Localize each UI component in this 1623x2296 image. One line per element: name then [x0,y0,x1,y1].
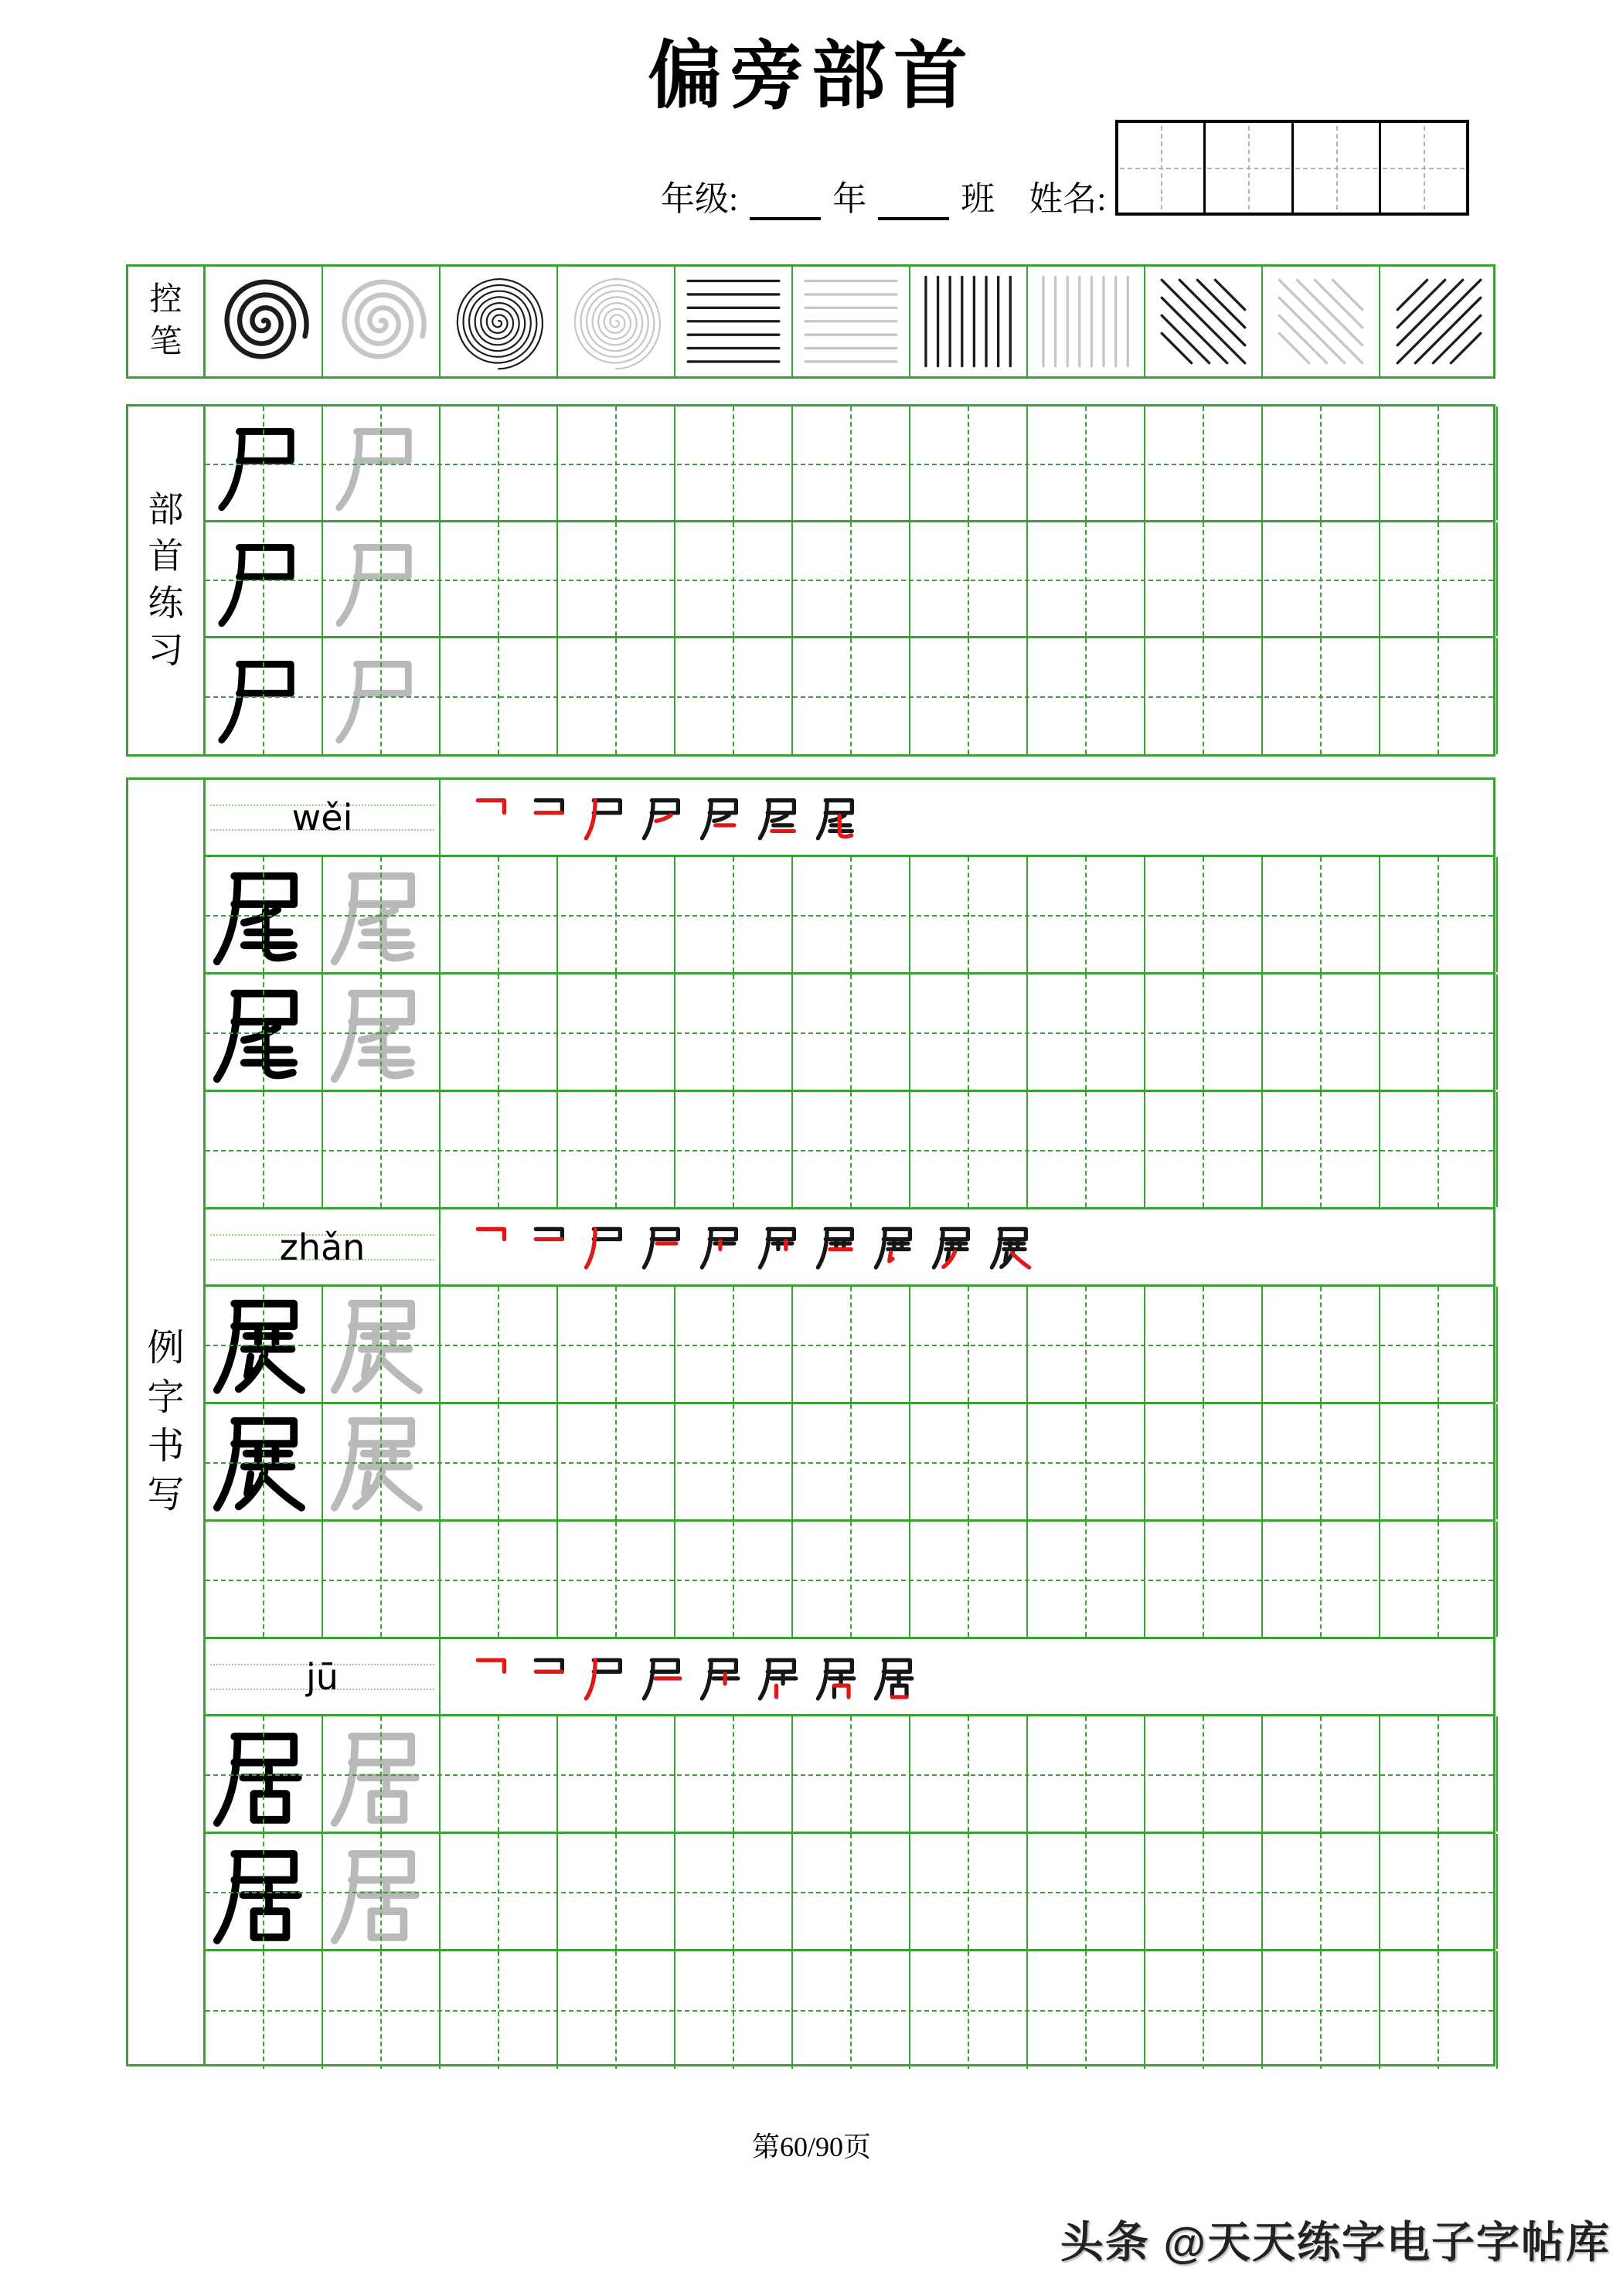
stroke-step-glyph [467,1653,515,1701]
example-trace-glyph [327,1720,435,1828]
stroke-order-sequence [441,780,1493,855]
writing-cell[interactable] [1145,406,1263,520]
pinyin-text: jū [306,1655,339,1698]
watermark: 头条 @天天练字电子字帖库 [1060,2218,1611,2267]
writing-cell[interactable] [558,975,675,1090]
writing-cell[interactable] [793,1522,910,1637]
practice-row [206,1404,1493,1522]
stroke-step [525,794,573,842]
writing-cell[interactable] [206,1716,323,1832]
stroke-step [873,1653,920,1701]
writing-cell[interactable] [323,1716,441,1832]
pen-pattern-cell[interactable] [1263,267,1380,376]
radical-demo-glyph [215,648,312,745]
stroke-step-glyph [699,1223,747,1271]
writing-cell[interactable] [910,1951,1028,2069]
writing-cell[interactable] [1145,638,1263,754]
writing-cell[interactable] [558,1092,675,1207]
stroke-step-glyph [757,794,805,842]
writing-cell[interactable] [558,522,675,636]
example-trace-glyph [327,1291,435,1399]
writing-cell[interactable] [1263,638,1380,754]
stroke-step-glyph [873,1223,920,1271]
example-demo-glyph [209,1838,318,1946]
writing-cell[interactable] [675,406,793,520]
stroke-step-glyph [641,1653,689,1701]
example-writing-table [126,777,1495,2066]
writing-cell[interactable] [1263,1834,1380,1949]
writing-cell[interactable] [793,1951,910,2069]
page-title: 偏旁部首 [648,35,975,117]
stroke-step [641,794,689,842]
writing-cell[interactable] [206,975,323,1090]
stroke-step-glyph [583,1223,631,1271]
writing-cell[interactable] [1028,522,1145,636]
pen-pattern-lines-horizontal-gray-icon [800,272,902,371]
stroke-step-glyph [467,1223,515,1271]
radical-trace-glyph [332,531,430,628]
writing-cell[interactable] [441,1716,558,1832]
writing-cell[interactable] [323,406,441,520]
stroke-step-glyph [815,794,863,842]
writing-cell[interactable] [1145,1287,1263,1402]
writing-cell[interactable] [441,1522,558,1637]
writing-cell[interactable] [1380,1951,1498,2069]
writing-cell[interactable] [441,975,558,1090]
writing-cell[interactable] [323,1287,441,1402]
example-demo-glyph [209,861,318,969]
example-trace-glyph [327,1408,435,1516]
stroke-step [583,1223,631,1271]
writing-cell[interactable] [323,1834,441,1949]
writing-cell[interactable] [1145,1092,1263,1207]
pen-pattern-lines-vertical-gray-icon [1035,272,1137,371]
example-trace-glyph [327,978,435,1087]
example-trace-glyph [327,1838,435,1946]
stroke-step-glyph [815,1223,863,1271]
writing-cell[interactable] [441,1834,558,1949]
writing-cell[interactable] [793,1287,910,1402]
practice-row [206,1287,1493,1404]
pinyin-text: wěi [291,796,353,838]
writing-cell[interactable] [206,1951,323,2069]
writing-cell[interactable] [1380,1404,1498,1519]
stroke-step [641,1223,689,1271]
label-char: 首 [148,536,184,577]
writing-cell[interactable] [323,1404,441,1519]
writing-cell[interactable] [558,638,675,754]
writing-cell[interactable] [441,1404,558,1519]
stroke-step [988,1223,1036,1271]
stroke-step [757,1223,805,1271]
pen-pattern-spiral-fine-gray-icon [565,272,667,371]
writing-cell[interactable] [441,857,558,972]
writing-cell[interactable] [675,1404,793,1519]
writing-cell[interactable] [206,638,323,754]
writing-cell[interactable] [1263,522,1380,636]
radical-practice-label [128,406,206,754]
writing-cell[interactable] [558,1834,675,1949]
writing-cell[interactable] [1028,638,1145,754]
name-grid-cell[interactable] [1118,123,1206,213]
writing-cell[interactable] [323,975,441,1090]
pen-pattern-cell[interactable] [1028,267,1145,376]
writing-cell[interactable] [1380,1834,1498,1949]
stroke-step [525,1223,573,1271]
writing-cell[interactable] [910,1522,1028,1637]
writing-cell[interactable] [675,1287,793,1402]
writing-cell[interactable] [1145,975,1263,1090]
writing-cell[interactable] [910,1092,1028,1207]
practice-row [206,1834,1493,1951]
stroke-step-glyph [583,1653,631,1701]
radical-trace-glyph [332,648,430,745]
spacer-row [206,1522,1493,1639]
writing-cell[interactable] [1263,1716,1380,1832]
writing-cell[interactable] [1145,1522,1263,1637]
page-number: 第60/90页 [751,2131,871,2162]
writing-cell[interactable] [323,857,441,972]
writing-cell[interactable] [1028,1951,1145,2069]
writing-cell[interactable] [206,857,323,972]
writing-cell[interactable] [793,406,910,520]
stroke-step [815,1223,863,1271]
writing-cell[interactable] [1145,857,1263,972]
writing-cell[interactable] [323,638,441,754]
writing-cell[interactable] [1380,1716,1498,1832]
writing-cell[interactable] [793,1716,910,1832]
writing-cell[interactable] [675,1951,793,2069]
pen-pattern-cell[interactable] [675,267,793,376]
stroke-order-sequence [441,1639,1493,1714]
radical-row [206,522,1493,638]
writing-cell[interactable] [1028,975,1145,1090]
writing-cell[interactable] [206,1092,323,1207]
writing-cell[interactable] [323,1092,441,1207]
writing-cell[interactable] [793,638,910,754]
pen-pattern-cell[interactable] [910,267,1028,376]
grade-label: 年级: [661,180,739,218]
pen-pattern-cell[interactable] [558,267,675,376]
pen-pattern-lines-diagonal-up-black-icon [1388,272,1490,371]
writing-cell[interactable] [910,1404,1028,1519]
label-char: 部 [148,489,184,529]
name-label: 姓名: [1029,180,1107,218]
writing-cell[interactable] [910,1716,1028,1832]
stroke-step [699,794,747,842]
stroke-step [641,1653,689,1701]
label-char: 练 [148,583,184,623]
radical-trace-glyph [332,415,430,512]
writing-cell[interactable] [441,1092,558,1207]
stroke-step [467,1223,515,1271]
radical-row [206,638,1493,754]
pen-control-label [128,267,206,376]
writing-cell[interactable] [910,975,1028,1090]
stroke-step-glyph [699,1653,747,1701]
pen-pattern-lines-diagonal-down-gray-icon [1270,272,1372,371]
class-label: 班 [961,180,995,218]
label-char: 笔 [149,325,182,360]
radical-row [206,406,1493,522]
writing-cell[interactable] [1380,406,1498,520]
writing-cell[interactable] [675,1092,793,1207]
pen-pattern-cell[interactable] [793,267,910,376]
stroke-step-glyph [988,1223,1036,1271]
stroke-step-glyph [757,1653,805,1701]
writing-cell[interactable] [910,857,1028,972]
name-grid-cell[interactable] [1206,123,1293,213]
example-demo-glyph [209,1720,318,1828]
writing-cell[interactable] [910,1834,1028,1949]
stroke-step-glyph [699,794,747,842]
radical-practice-body [206,406,1493,754]
stroke-step [873,1223,920,1271]
writing-cell[interactable] [793,975,910,1090]
class-blank-field[interactable] [878,186,949,220]
writing-cell[interactable] [1263,857,1380,972]
writing-cell[interactable] [1380,1287,1498,1402]
stroke-step-glyph [931,1223,978,1271]
practice-row [206,975,1493,1092]
stroke-order-sequence [441,1209,1493,1284]
stroke-step [583,1653,631,1701]
writing-cell[interactable] [910,406,1028,520]
writing-cell[interactable] [1028,1404,1145,1519]
writing-cell[interactable] [206,406,323,520]
writing-cell[interactable] [206,1287,323,1402]
pen-pattern-cell[interactable] [206,267,323,376]
writing-cell[interactable] [910,1287,1028,1402]
example-demo-glyph [209,978,318,1087]
name-grid-cell[interactable] [1294,123,1381,213]
writing-cell[interactable] [910,638,1028,754]
writing-cell[interactable] [206,1404,323,1519]
year-label: 年 [832,180,867,218]
writing-cell[interactable] [558,1287,675,1402]
writing-cell[interactable] [1145,522,1263,636]
pinyin-text: zhǎn [279,1226,366,1268]
radical-practice-table [126,404,1495,757]
stroke-step-glyph [583,794,631,842]
writing-cell[interactable] [675,857,793,972]
writing-cell[interactable] [1145,1834,1263,1949]
label-char: 书 [147,1426,185,1467]
writing-cell[interactable] [1380,638,1498,754]
writing-cell[interactable] [1380,1522,1498,1637]
practice-row [206,857,1493,975]
pen-pattern-cell[interactable] [441,267,558,376]
writing-cell[interactable] [675,522,793,636]
spacer-row [206,1092,1493,1209]
pen-control-body [206,267,1493,376]
writing-cell[interactable] [675,1716,793,1832]
writing-cell[interactable] [1028,1716,1145,1832]
writing-cell[interactable] [793,857,910,972]
stroke-step [467,1653,515,1701]
radical-demo-glyph [215,531,312,628]
stroke-step-glyph [815,1653,863,1701]
writing-cell[interactable] [441,406,558,520]
pen-pattern-lines-diagonal-down-black-icon [1152,272,1254,371]
pinyin-row [206,1209,1493,1287]
writing-cell[interactable] [1145,1951,1263,2069]
pen-pattern-cell[interactable] [323,267,441,376]
stroke-step [931,1223,978,1271]
writing-cell[interactable] [793,1404,910,1519]
writing-cell[interactable] [1263,1092,1380,1207]
writing-cell[interactable] [793,1092,910,1207]
writing-cell[interactable] [1028,406,1145,520]
pen-pattern-cell[interactable] [1380,267,1498,376]
stroke-step-glyph [525,1223,573,1271]
writing-cell[interactable] [1145,1404,1263,1519]
writing-cell[interactable] [441,1951,558,2069]
writing-cell[interactable] [793,1834,910,1949]
writing-cell[interactable] [1263,1287,1380,1402]
writing-cell[interactable] [675,1522,793,1637]
writing-cell[interactable] [675,1834,793,1949]
example-demo-glyph [209,1408,318,1516]
example-writing-body [206,780,1493,2064]
example-trace-glyph [327,861,435,969]
student-info-line [661,171,1106,217]
stroke-step-glyph [467,794,515,842]
writing-cell[interactable] [1028,1287,1145,1402]
writing-cell[interactable] [1380,975,1498,1090]
pen-control-row [206,267,1493,376]
pinyin-row [206,780,1493,857]
writing-cell[interactable] [441,522,558,636]
stroke-step [815,1653,863,1701]
writing-cell[interactable] [1380,522,1498,636]
writing-cell[interactable] [323,1951,441,2069]
writing-cell[interactable] [1263,1522,1380,1637]
writing-cell[interactable] [1028,1092,1145,1207]
name-writing-grid[interactable] [1115,120,1469,216]
pinyin-cell [206,1209,441,1284]
pen-pattern-spiral-fine-black-icon [447,272,550,371]
spacer-row [206,1951,1493,2069]
writing-cell[interactable] [441,638,558,754]
writing-cell[interactable] [793,522,910,636]
pen-pattern-spiral-coarse-gray-icon [330,272,432,371]
radical-demo-glyph [215,415,312,512]
writing-cell[interactable] [1263,1404,1380,1519]
writing-cell[interactable] [1028,1522,1145,1637]
label-char: 习 [148,630,184,670]
pen-pattern-cell[interactable] [1145,267,1263,376]
writing-cell[interactable] [441,1287,558,1402]
writing-cell[interactable] [323,522,441,636]
stroke-step [699,1223,747,1271]
stroke-step [525,1653,573,1701]
pen-pattern-lines-vertical-black-icon [917,272,1019,371]
writing-cell[interactable] [1263,1951,1380,2069]
pen-pattern-spiral-coarse-black-icon [213,272,315,371]
pinyin-cell [206,1639,441,1714]
label-char: 写 [147,1475,185,1516]
label-char: 例 [147,1328,185,1369]
stroke-step-glyph [525,794,573,842]
writing-cell[interactable] [1028,1834,1145,1949]
writing-cell[interactable] [558,406,675,520]
writing-cell[interactable] [206,1834,323,1949]
writing-cell[interactable] [675,638,793,754]
writing-cell[interactable] [910,522,1028,636]
practice-row [206,1716,1493,1834]
writing-cell[interactable] [1380,857,1498,972]
stroke-step [583,794,631,842]
writing-cell[interactable] [1380,1092,1498,1207]
writing-cell[interactable] [1263,406,1380,520]
stroke-step [815,794,863,842]
writing-cell[interactable] [675,975,793,1090]
pinyin-cell [206,780,441,855]
writing-cell[interactable] [1263,975,1380,1090]
writing-cell[interactable] [1145,1716,1263,1832]
writing-cell[interactable] [206,522,323,636]
example-writing-label [128,780,206,2064]
writing-cell[interactable] [558,857,675,972]
stroke-step [699,1653,747,1701]
writing-cell[interactable] [558,1522,675,1637]
writing-cell[interactable] [1028,857,1145,972]
example-demo-glyph [209,1291,318,1399]
grade-blank-field[interactable] [750,186,821,220]
writing-cell[interactable] [206,1522,323,1637]
pen-control-table [126,264,1495,379]
writing-cell[interactable] [323,1522,441,1637]
writing-cell[interactable] [558,1404,675,1519]
stroke-step-glyph [641,1223,689,1271]
stroke-step-glyph [525,1653,573,1701]
writing-cell[interactable] [558,1951,675,2069]
label-char: 控 [149,281,182,318]
label-char: 字 [147,1376,185,1418]
stroke-step-glyph [757,1223,805,1271]
stroke-step [467,794,515,842]
writing-cell[interactable] [558,1716,675,1832]
name-grid-cell[interactable] [1381,123,1466,213]
pinyin-row [206,1639,1493,1716]
stroke-step-glyph [873,1653,920,1701]
stroke-step-glyph [641,794,689,842]
pen-pattern-lines-horizontal-black-icon [682,272,784,371]
stroke-step [757,794,805,842]
stroke-step [757,1653,805,1701]
